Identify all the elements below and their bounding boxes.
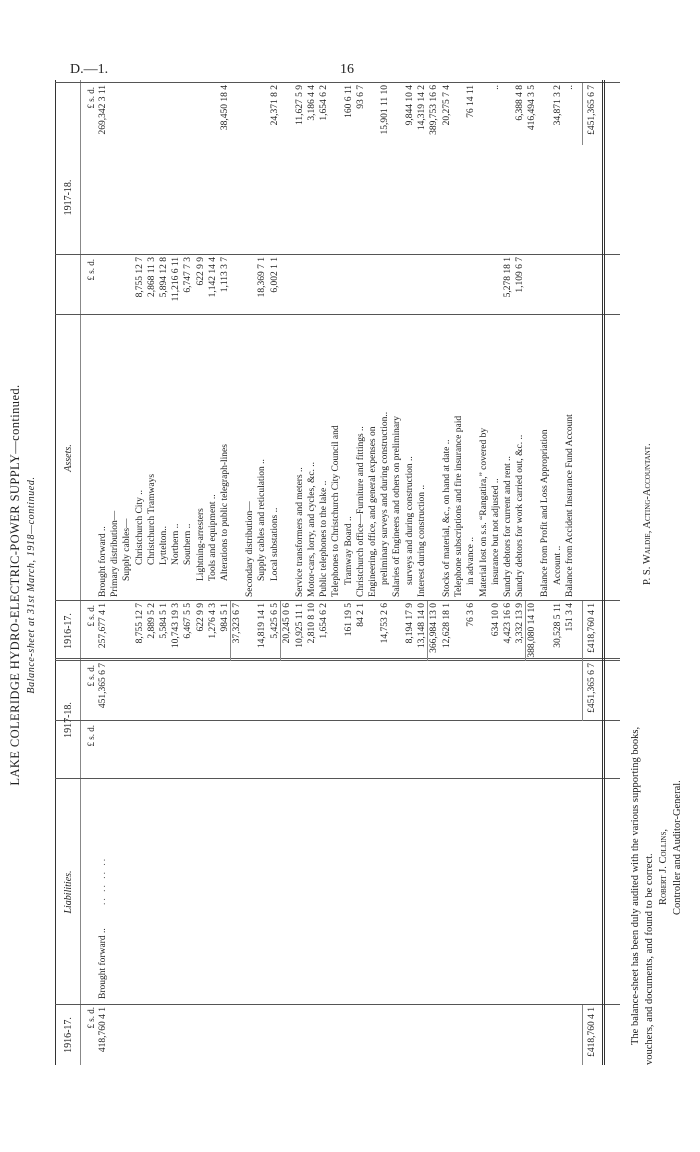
asset-1916-value: 4,423 16 6 [503,603,513,644]
asset-description: Sundry debtors for work carried out, &c. .. [515,434,526,597]
asset-description: Service transformers and meters .. [294,467,305,597]
asset-description: Tramway Board .. [343,516,354,585]
asset-1917-subvalue: 2,868 11 3 [146,257,157,298]
rotated-balance-sheet [10,65,690,1105]
asset-1917-value: 269,342 3 11 [98,85,108,135]
liab-col-divider [55,1004,620,1005]
asset-description: Salaries of Engineers and others on preliminary [392,416,403,597]
asset-description: Lightning-arresters [195,508,206,581]
asset-1917-value: 15,901 11 10 [380,85,391,135]
asset-1917-value: 389,753 16 6 [429,85,439,135]
asset-1916-value: 151 3 4 [564,603,575,632]
leader-dots: .. .. .. .. [98,856,108,905]
liab-1916-value: 418,760 4 1 [98,1007,108,1053]
asset-description: Account .. [552,545,563,585]
liab-units: £ s. d. [86,725,96,747]
asset-1917-value: .. [490,85,501,90]
asset-units: £ s. d. [86,259,96,281]
asset-1916-value: 76 3 6 [466,603,477,627]
asset-1917-value: 76 14 11 [466,85,477,118]
asset-units: £ s. d. [86,87,96,109]
asset-description: Supply cables— [122,518,133,581]
audit-statement-line1: The balance-sheet has been duly audited with the various supporting books, [630,726,641,1045]
liab-units: £ s. d. [86,1007,96,1029]
asset-1917-value: 11,627 5 9 [294,85,305,126]
asset-description: Public telephones to the lake .. [319,480,330,597]
asset-1917-subvalue: 1,109 6 7 [515,257,526,293]
asset-year1-heading: 1916-17. [63,613,74,649]
asset-description: Brought forward .. [98,526,108,597]
asset-1916-value: 984 5 1 [220,603,230,632]
liab-description: Brought forward .. [98,928,108,999]
asset-description: Engineering, office, and general expenses on [368,426,378,597]
header-rule [80,80,81,1065]
asset-1917-subvalue: 8,755 12 7 [134,257,145,298]
asset-desc-heading: Assets. [63,444,74,472]
asset-1916-value: 6,467 5 5 [183,603,194,639]
asset-1916-value: 634 10 0 [490,603,501,637]
auditor-title: Controller and Auditor-General. [672,780,683,915]
asset-1916-value: 5,584 5 1 [159,603,169,639]
page-title: LAKE COLERIDGE HYDRO-ELECTRIC-POWER SUPPLY—continued. [8,384,22,786]
liab-1917-value: 451,365 6 7 [98,663,108,709]
asset-description: Christchurch Tramways [146,473,157,565]
asset-1917-total: £451,365 6 7 [587,85,597,135]
asset-description: Lyttelton.. [159,525,169,565]
asset-description: Primary distribution— [110,510,121,597]
asset-1916-value: 2,889 5 2 [146,603,157,639]
subtotal-rule [427,601,428,661]
asset-1916-value: 2,810 8 10 [307,603,317,644]
total-rule [582,601,583,661]
asset-col-divider [55,82,620,83]
asset-description: Alterations to public telegraph-lines [220,444,230,581]
asset-1917-value: 9,844 10 4 [404,85,415,126]
asset-1916-value: 366,984 13 0 [429,603,439,653]
page-subtitle: Balance-sheet at 31st March, 1918—continued. [26,476,37,694]
asset-1916-value: 388,080 14 10 [527,603,538,658]
asset-description: Tools and equipment .. [207,494,218,581]
asset-1916-value: 13,148 14 0 [416,603,427,649]
liab-desc-heading: Liabilities. [63,870,74,914]
asset-description: surveys and during construction .. [404,456,415,585]
asset-1917-value: 160 6 11 [343,85,354,118]
asset-1916-value: 8,194 17 9 [404,603,415,644]
liab-units: £ s. d. [86,665,96,687]
subtotal-rule [525,601,526,661]
asset-1917-value: 34,871 3 2 [552,85,563,126]
asset-description: Northern .. [171,523,182,565]
asset-1916-value: 5,425 6 5 [269,603,280,639]
asset-1916-value: 20,245 0 6 [281,603,292,644]
asset-description: Interest during construction .. [416,484,427,597]
liab-year2-heading: 1917-18. [63,702,74,738]
asset-description: Balance from Profit and Loss Appropriation [540,429,551,597]
page-number: 16 [340,62,354,77]
total-rule [582,661,583,721]
table-top-rule [55,80,56,1065]
asset-1917-value: 3,186 4 4 [307,85,317,121]
asset-1916-value: 14,819 14 1 [257,603,268,649]
asset-1916-value: 161 19 5 [343,603,354,637]
asset-description: Sundry debtors for current and rent .. [503,456,513,597]
asset-description: Balance from Accident Insurance Fund Account [564,414,575,597]
asset-1917-value: 24,371 8 2 [269,85,280,126]
asset-description: Telephone subscriptions and fire insurance paid [454,415,465,597]
asset-1917-subvalue: 11,216 6 11 [171,257,182,302]
asset-units: £ s. d. [86,605,96,627]
asset-description: insurance but not adjusted .. [490,478,501,585]
asset-description: Stocks of material, &c., on hand at date .. [442,439,452,597]
auditor-name: Robert J. Collins, [658,828,669,905]
asset-1917-subvalue: 6,747 7 3 [183,257,194,293]
accountant-signature: P. S. Waldie, Acting-Accountant. [642,443,653,585]
asset-1917-subvalue: 18,369 7 1 [257,257,268,298]
asset-description: Local substations .. [269,507,280,581]
asset-1916-value: 10,743 19 3 [171,603,182,649]
asset-1916-value: 37,323 6 7 [232,603,243,644]
asset-description: Supply cables and reticulation .. [257,459,268,581]
asset-1916-value: 622 9 9 [195,603,206,632]
asset-1917-value: .. [564,85,575,90]
asset-1917-subvalue: 1,113 3 7 [220,257,230,293]
total-rule [582,83,583,145]
asset-1916-value: 30,528 5 11 [552,603,563,648]
asset-1917-value: 6,388 4 8 [515,85,526,121]
asset-description: Southern .. [183,523,194,565]
asset-year2-heading: 1917-18. [63,179,74,216]
asset-1917-value: 14,319 14 2 [416,85,427,131]
asset-1916-value: 8,755 12 7 [134,603,145,644]
asset-1916-value: 3,332 13 9 [515,603,526,644]
asset-col-divider [55,314,620,315]
subtotal-rule [230,601,231,661]
asset-1917-value: 93 6 7 [355,85,366,109]
asset-1917-subvalue: 5,278 18 1 [503,257,513,298]
asset-1917-subvalue: 6,002 1 1 [269,257,280,293]
asset-1917-subvalue: 1,142 14 4 [207,257,218,298]
asset-1916-value: 1,276 4 3 [207,603,218,639]
table-bottom-rule [602,80,605,1065]
asset-1916-value: 84 2 1 [355,603,366,627]
asset-1916-value: 14,753 2 6 [380,603,391,644]
asset-description: Secondary distribution— [245,501,256,597]
asset-col-divider [55,254,620,255]
asset-1916-value: 257,677 4 1 [98,603,108,649]
asset-description: Material lost on s.s. “Rangatira,” covered by [478,427,489,597]
asset-1917-subvalue: 622 9 9 [195,257,206,286]
liab-1917-total: £451,365 6 7 [587,663,597,713]
asset-description: Motor-cars, lorry, and cycles, &c. .. [307,461,317,597]
asset-1917-value: 1,654 6 2 [319,85,330,121]
asset-1916-total: £418,760 4 1 [587,603,597,653]
liab-col-divider [55,778,620,779]
liab-year1-heading: 1916-17. [63,1017,74,1053]
asset-description: preliminary surveys and during construction.. [380,411,391,585]
asset-1917-value: 416,494 3 5 [527,85,538,131]
total-rule [582,1005,583,1065]
asset-1916-value: 1,654 6 2 [319,603,330,639]
asset-1917-value: 20,275 7 4 [442,85,452,126]
subtotal-rule [280,601,281,661]
asset-col-divider [55,600,620,601]
asset-description: Christchurch City .. [134,490,145,565]
asset-1916-value: 10,925 11 1 [294,603,305,648]
page-code: D.—1. [70,62,109,77]
asset-description: Christchurch office—Furniture and fittings .. [355,426,366,597]
asset-1917-value: 38,450 18 4 [220,85,230,131]
audit-statement-line2: vouchers, and documents, and found to be correct. [644,853,655,1065]
asset-description: in advance .. [466,536,477,585]
liab-1916-total: £418,760 4 1 [587,1007,597,1057]
asset-1916-value: 12,628 18 1 [442,603,452,649]
asset-description: Telephones to Christchurch City Council and [331,425,342,597]
liab-col-divider [55,720,620,721]
asset-1917-subvalue: 5,894 12 8 [159,257,169,298]
